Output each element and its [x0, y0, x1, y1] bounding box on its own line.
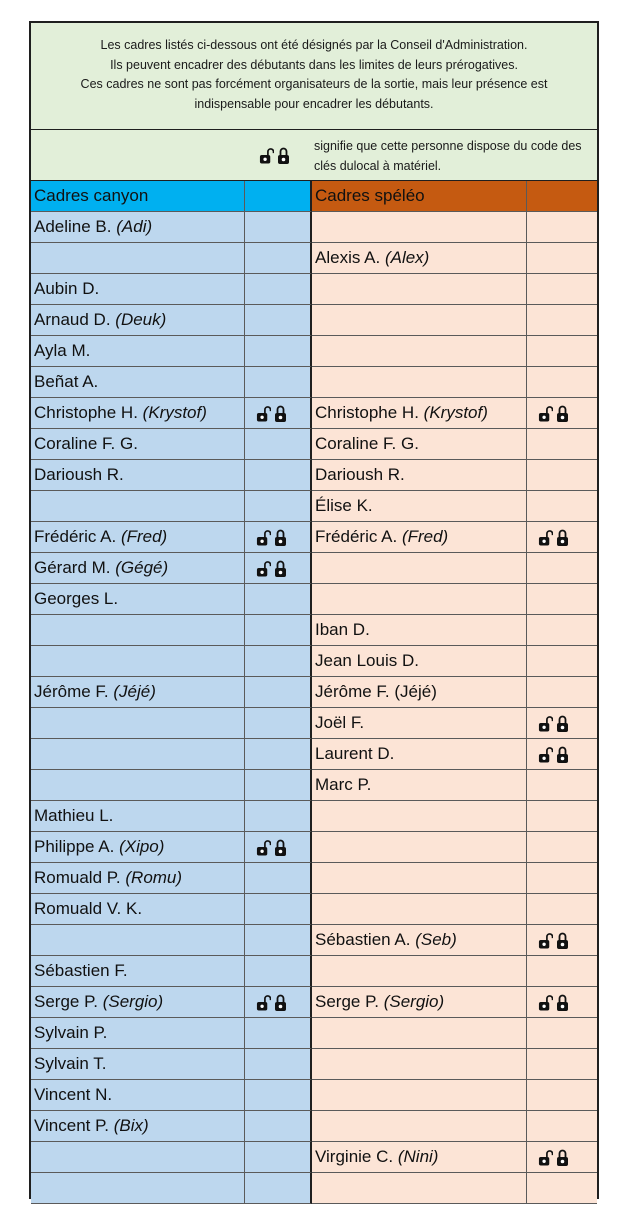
speleo-key-cell [527, 925, 597, 956]
table-row [31, 1049, 597, 1080]
canyon-key-cell [245, 553, 312, 584]
canyon-key-cell [245, 429, 312, 460]
table-row [31, 336, 597, 367]
canyon-key-cell [245, 894, 312, 925]
canyon-cadre-name: Philippe A. [34, 837, 115, 856]
speleo-name-cell [312, 956, 527, 987]
open-lock-icon [256, 559, 271, 578]
speleo-key-cell [527, 367, 597, 398]
open-lock-icon [538, 404, 553, 423]
closed-lock-icon [277, 146, 290, 165]
canyon-name-cell [31, 1142, 245, 1173]
speleo-cadre-nickname: (Seb) [415, 930, 457, 949]
canyon-cadre-name: Sylvain P. [34, 1023, 108, 1042]
table-row [31, 491, 597, 522]
lock-pair-icon [538, 745, 569, 764]
canyon-key-cell [245, 987, 312, 1018]
canyon-cadre-name: Romuald V. K. [34, 899, 143, 918]
canyon-cadre-name: Arnaud D. [34, 310, 111, 329]
canyon-key-cell [245, 1142, 312, 1173]
canyon-name-cell [31, 925, 245, 956]
table-row [31, 274, 597, 305]
open-lock-icon [538, 714, 553, 733]
canyon-name-cell [31, 429, 245, 460]
lock-pair-icon [538, 404, 569, 423]
canyon-key-cell [245, 522, 312, 553]
table-row [31, 398, 597, 429]
speleo-name-cell [312, 274, 527, 305]
canyon-cadre-name: Darioush R. [34, 465, 124, 484]
speleo-name-cell [312, 305, 527, 336]
canyon-name-cell [31, 212, 245, 243]
canyon-key-cell [245, 863, 312, 894]
speleo-name-cell [312, 367, 527, 398]
open-lock-icon [256, 993, 271, 1012]
canyon-key-cell [245, 615, 312, 646]
lock-pair-icon [256, 993, 287, 1012]
canyon-cadre-name: Serge P. [34, 992, 98, 1011]
speleo-cadre-name: Joël F. [315, 713, 365, 732]
canyon-cadre-nickname: (Jéjé) [113, 682, 156, 701]
canyon-key-cell [245, 584, 312, 615]
table-row [31, 1142, 597, 1173]
table-row [31, 212, 597, 243]
speleo-key-cell [527, 956, 597, 987]
speleo-key-cell [527, 491, 597, 522]
canyon-key-cell [245, 708, 312, 739]
canyon-key-cell [245, 460, 312, 491]
canyon-key-cell [245, 770, 312, 801]
open-lock-icon [538, 745, 553, 764]
speleo-key-cell [527, 1049, 597, 1080]
canyon-key-cell [245, 677, 312, 708]
speleo-cadre-nickname: (Fred) [401, 527, 449, 546]
table-row [31, 553, 597, 584]
canyon-name-cell [31, 863, 245, 894]
speleo-cadre-name: Alexis A. [315, 248, 381, 267]
closed-lock-icon [556, 931, 569, 950]
open-lock-icon [256, 404, 271, 423]
canyon-name-cell [31, 553, 245, 584]
canyon-cadre-nickname: (Krystof) [142, 403, 207, 422]
speleo-cadre-name: Marc P. [315, 775, 372, 794]
canyon-cadre-nickname: (Deuk) [115, 310, 167, 329]
canyon-cadre-nickname: (Adi) [116, 217, 153, 236]
speleo-name-cell [312, 1173, 527, 1204]
speleo-key-cell [527, 615, 597, 646]
speleo-name-cell [312, 429, 527, 460]
closed-lock-icon [556, 528, 569, 547]
lock-pair-icon [256, 404, 287, 423]
speleo-name-cell [312, 894, 527, 925]
table-row [31, 987, 597, 1018]
canyon-key-cell [245, 739, 312, 770]
canyon-cadre-name: Jérôme F. [34, 682, 109, 701]
table-row [31, 646, 597, 677]
speleo-name-cell [312, 1018, 527, 1049]
cadres-sheet [29, 21, 599, 1199]
canyon-name-cell [31, 460, 245, 491]
speleo-cadre-name: Virginie C. [315, 1147, 394, 1166]
speleo-name-cell [312, 460, 527, 491]
speleo-cadre-name: Jean Louis D. [315, 651, 419, 670]
canyon-name-cell [31, 739, 245, 770]
table-row [31, 770, 597, 801]
notice-line: indispensable pour encadrer les débutants. [194, 96, 434, 111]
speleo-cadre-nickname: (Nini) [397, 1147, 439, 1166]
speleo-name-cell [312, 398, 527, 429]
speleo-key-cell [527, 460, 597, 491]
speleo-name-cell [312, 336, 527, 367]
open-lock-icon [538, 1148, 553, 1167]
speleo-key-cell [527, 1018, 597, 1049]
header-row [31, 181, 597, 212]
canyon-cadre-name: Christophe H. [34, 403, 138, 422]
table-row [31, 956, 597, 987]
canyon-key-header [245, 181, 312, 212]
speleo-cadre-name: Élise K. [315, 496, 373, 515]
canyon-name-cell [31, 274, 245, 305]
table-row [31, 677, 597, 708]
canyon-key-cell [245, 398, 312, 429]
canyon-name-cell [31, 491, 245, 522]
lock-pair-icon [256, 528, 287, 547]
canyon-name-cell [31, 832, 245, 863]
speleo-name-cell [312, 863, 527, 894]
notice-line: Les cadres listés ci-dessous ont été désignés par la Conseil d'Administration. [100, 38, 528, 52]
notice-line: Ces cadres ne sont pas forcément organisateurs de la sortie, mais leur présence est [80, 77, 548, 91]
table-row [31, 1173, 597, 1204]
table-row [31, 1080, 597, 1111]
table-row [31, 429, 597, 460]
notice-box [31, 23, 597, 130]
speleo-header: Cadres spéléo [312, 181, 527, 212]
canyon-cadre-name: Mathieu L. [34, 806, 114, 825]
speleo-key-cell [527, 863, 597, 894]
canyon-name-cell [31, 584, 245, 615]
speleo-key-cell [527, 1080, 597, 1111]
canyon-cadre-name: Sébastien F. [34, 961, 128, 980]
closed-lock-icon [274, 559, 287, 578]
canyon-cadre-name: Beñat A. [34, 372, 99, 391]
canyon-name-cell [31, 305, 245, 336]
table-row [31, 615, 597, 646]
closed-lock-icon [556, 993, 569, 1012]
speleo-key-cell [527, 274, 597, 305]
speleo-cadre-name: Frédéric A. [315, 527, 398, 546]
speleo-key-cell [527, 894, 597, 925]
canyon-key-cell [245, 274, 312, 305]
speleo-key-cell [527, 1142, 597, 1173]
canyon-name-cell [31, 1049, 245, 1080]
speleo-name-cell [312, 1080, 527, 1111]
canyon-cadre-name: Coraline F. G. [34, 434, 138, 453]
canyon-name-cell [31, 987, 245, 1018]
table-row [31, 739, 597, 770]
speleo-key-cell [527, 584, 597, 615]
speleo-name-cell [312, 1111, 527, 1142]
open-lock-icon [256, 528, 271, 547]
canyon-key-cell [245, 801, 312, 832]
open-lock-icon [256, 838, 271, 857]
speleo-name-cell [312, 677, 527, 708]
speleo-key-cell [527, 739, 597, 770]
canyon-cadre-nickname: (Fred) [120, 527, 168, 546]
canyon-key-cell [245, 305, 312, 336]
speleo-cadre-name: Serge P. [315, 992, 379, 1011]
speleo-key-cell [527, 801, 597, 832]
speleo-key-header [527, 181, 597, 212]
speleo-cadre-nickname: (Sergio) [383, 992, 445, 1011]
canyon-key-cell [245, 212, 312, 243]
canyon-name-cell [31, 646, 245, 677]
canyon-key-cell [245, 336, 312, 367]
canyon-name-cell [31, 398, 245, 429]
closed-lock-icon [556, 745, 569, 764]
lock-pair-icon [259, 146, 290, 165]
open-lock-icon [538, 931, 553, 950]
speleo-key-cell [527, 398, 597, 429]
speleo-name-cell [312, 491, 527, 522]
lock-pair-icon [256, 838, 287, 857]
canyon-cadre-name: Adeline B. [34, 217, 112, 236]
canyon-cadre-nickname: (Xipo) [119, 837, 165, 856]
lock-pair-icon [538, 993, 569, 1012]
canyon-name-cell [31, 1173, 245, 1204]
speleo-key-cell [527, 522, 597, 553]
speleo-cadre-name: Iban D. [315, 620, 370, 639]
table-row [31, 1111, 597, 1142]
canyon-name-cell [31, 1018, 245, 1049]
speleo-key-cell [527, 336, 597, 367]
table-row [31, 832, 597, 863]
speleo-cadre-nickname: (Krystof) [423, 403, 488, 422]
speleo-key-cell [527, 987, 597, 1018]
lock-pair-icon [538, 931, 569, 950]
table-row [31, 584, 597, 615]
canyon-key-cell [245, 1173, 312, 1204]
speleo-name-cell [312, 1142, 527, 1173]
speleo-name-cell [312, 801, 527, 832]
speleo-name-cell [312, 708, 527, 739]
canyon-key-cell [245, 925, 312, 956]
canyon-name-cell [31, 801, 245, 832]
speleo-name-cell [312, 739, 527, 770]
speleo-name-cell [312, 646, 527, 677]
speleo-key-cell [527, 1173, 597, 1204]
canyon-name-cell [31, 677, 245, 708]
table-row [31, 522, 597, 553]
canyon-name-cell [31, 770, 245, 801]
canyon-name-cell [31, 1080, 245, 1111]
table-row [31, 460, 597, 491]
canyon-name-cell [31, 708, 245, 739]
canyon-key-cell [245, 367, 312, 398]
lock-pair-icon [259, 146, 290, 165]
canyon-cadre-nickname: (Bix) [113, 1116, 149, 1135]
closed-lock-icon [556, 404, 569, 423]
canyon-cadre-name: Vincent N. [34, 1085, 113, 1104]
speleo-cadre-name: Sébastien A. [315, 930, 411, 949]
speleo-name-cell [312, 832, 527, 863]
canyon-cadre-name: Ayla M. [34, 341, 91, 360]
table-row [31, 708, 597, 739]
table-row [31, 925, 597, 956]
canyon-name-cell [31, 336, 245, 367]
table-row [31, 1018, 597, 1049]
canyon-name-cell [31, 522, 245, 553]
speleo-name-cell [312, 553, 527, 584]
speleo-cadre-name: Coraline F. G. [315, 434, 419, 453]
closed-lock-icon [274, 404, 287, 423]
speleo-cadre-name: Christophe H. [315, 403, 419, 422]
closed-lock-icon [274, 993, 287, 1012]
canyon-name-cell [31, 367, 245, 398]
lock-pair-icon [538, 714, 569, 733]
canyon-key-cell [245, 832, 312, 863]
canyon-cadre-name: Gérard M. [34, 558, 111, 577]
table-row [31, 894, 597, 925]
canyon-name-cell [31, 243, 245, 274]
table-row [31, 243, 597, 274]
cadres-table [31, 181, 597, 1204]
speleo-key-cell [527, 305, 597, 336]
open-lock-icon [538, 993, 553, 1012]
speleo-name-cell [312, 925, 527, 956]
speleo-key-cell [527, 553, 597, 584]
speleo-key-cell [527, 212, 597, 243]
canyon-cadre-name: Sylvain T. [34, 1054, 107, 1073]
closed-lock-icon [274, 838, 287, 857]
table-row [31, 305, 597, 336]
canyon-cadre-name: Aubin D. [34, 279, 100, 298]
speleo-name-cell [312, 770, 527, 801]
closed-lock-icon [556, 1148, 569, 1167]
speleo-name-cell [312, 212, 527, 243]
speleo-key-cell [527, 429, 597, 460]
speleo-cadre-name: Darioush R. [315, 465, 405, 484]
canyon-key-cell [245, 646, 312, 677]
canyon-cadre-nickname: (Romu) [125, 868, 183, 887]
speleo-cadre-nickname: (Alex) [384, 248, 430, 267]
legend-box [31, 130, 597, 181]
table-row [31, 367, 597, 398]
speleo-name-cell [312, 522, 527, 553]
canyon-name-cell [31, 615, 245, 646]
open-lock-icon [538, 528, 553, 547]
speleo-key-cell [527, 243, 597, 274]
canyon-key-cell [245, 243, 312, 274]
lock-pair-icon [538, 528, 569, 547]
canyon-cadre-nickname: (Gégé) [115, 558, 169, 577]
speleo-key-cell [527, 832, 597, 863]
speleo-cadre-name: Laurent D. [315, 744, 395, 763]
speleo-cadre-name: Jérôme F. (Jéjé) [315, 682, 437, 701]
notice-line: Ils peuvent encadrer des débutants dans les limites de leurs prérogatives. [110, 57, 518, 72]
speleo-name-cell [312, 615, 527, 646]
lock-pair-icon [256, 559, 287, 578]
closed-lock-icon [556, 714, 569, 733]
speleo-key-cell [527, 1111, 597, 1142]
closed-lock-icon [274, 528, 287, 547]
canyon-cadre-name: Romuald P. [34, 868, 121, 887]
canyon-key-cell [245, 956, 312, 987]
canyon-name-cell [31, 956, 245, 987]
legend-text: signifie que cette personne dispose du code des clés dulocal à matériel. [314, 139, 582, 173]
table-row [31, 801, 597, 832]
canyon-cadre-name: Vincent P. [34, 1116, 109, 1135]
table-row [31, 863, 597, 894]
speleo-key-cell [527, 708, 597, 739]
speleo-name-cell [312, 584, 527, 615]
canyon-key-cell [245, 1049, 312, 1080]
speleo-key-cell [527, 646, 597, 677]
speleo-key-cell [527, 770, 597, 801]
open-lock-icon [259, 146, 274, 165]
canyon-name-cell [31, 894, 245, 925]
canyon-key-cell [245, 1111, 312, 1142]
speleo-name-cell [312, 987, 527, 1018]
canyon-name-cell [31, 1111, 245, 1142]
canyon-key-cell [245, 1018, 312, 1049]
canyon-cadre-name: Frédéric A. [34, 527, 117, 546]
canyon-cadre-nickname: (Sergio) [102, 992, 164, 1011]
canyon-key-cell [245, 491, 312, 522]
lock-pair-icon [538, 1148, 569, 1167]
canyon-key-cell [245, 1080, 312, 1111]
speleo-key-cell [527, 677, 597, 708]
speleo-name-cell [312, 1049, 527, 1080]
speleo-name-cell [312, 243, 527, 274]
canyon-cadre-name: Georges L. [34, 589, 119, 608]
canyon-header: Cadres canyon [31, 181, 245, 212]
